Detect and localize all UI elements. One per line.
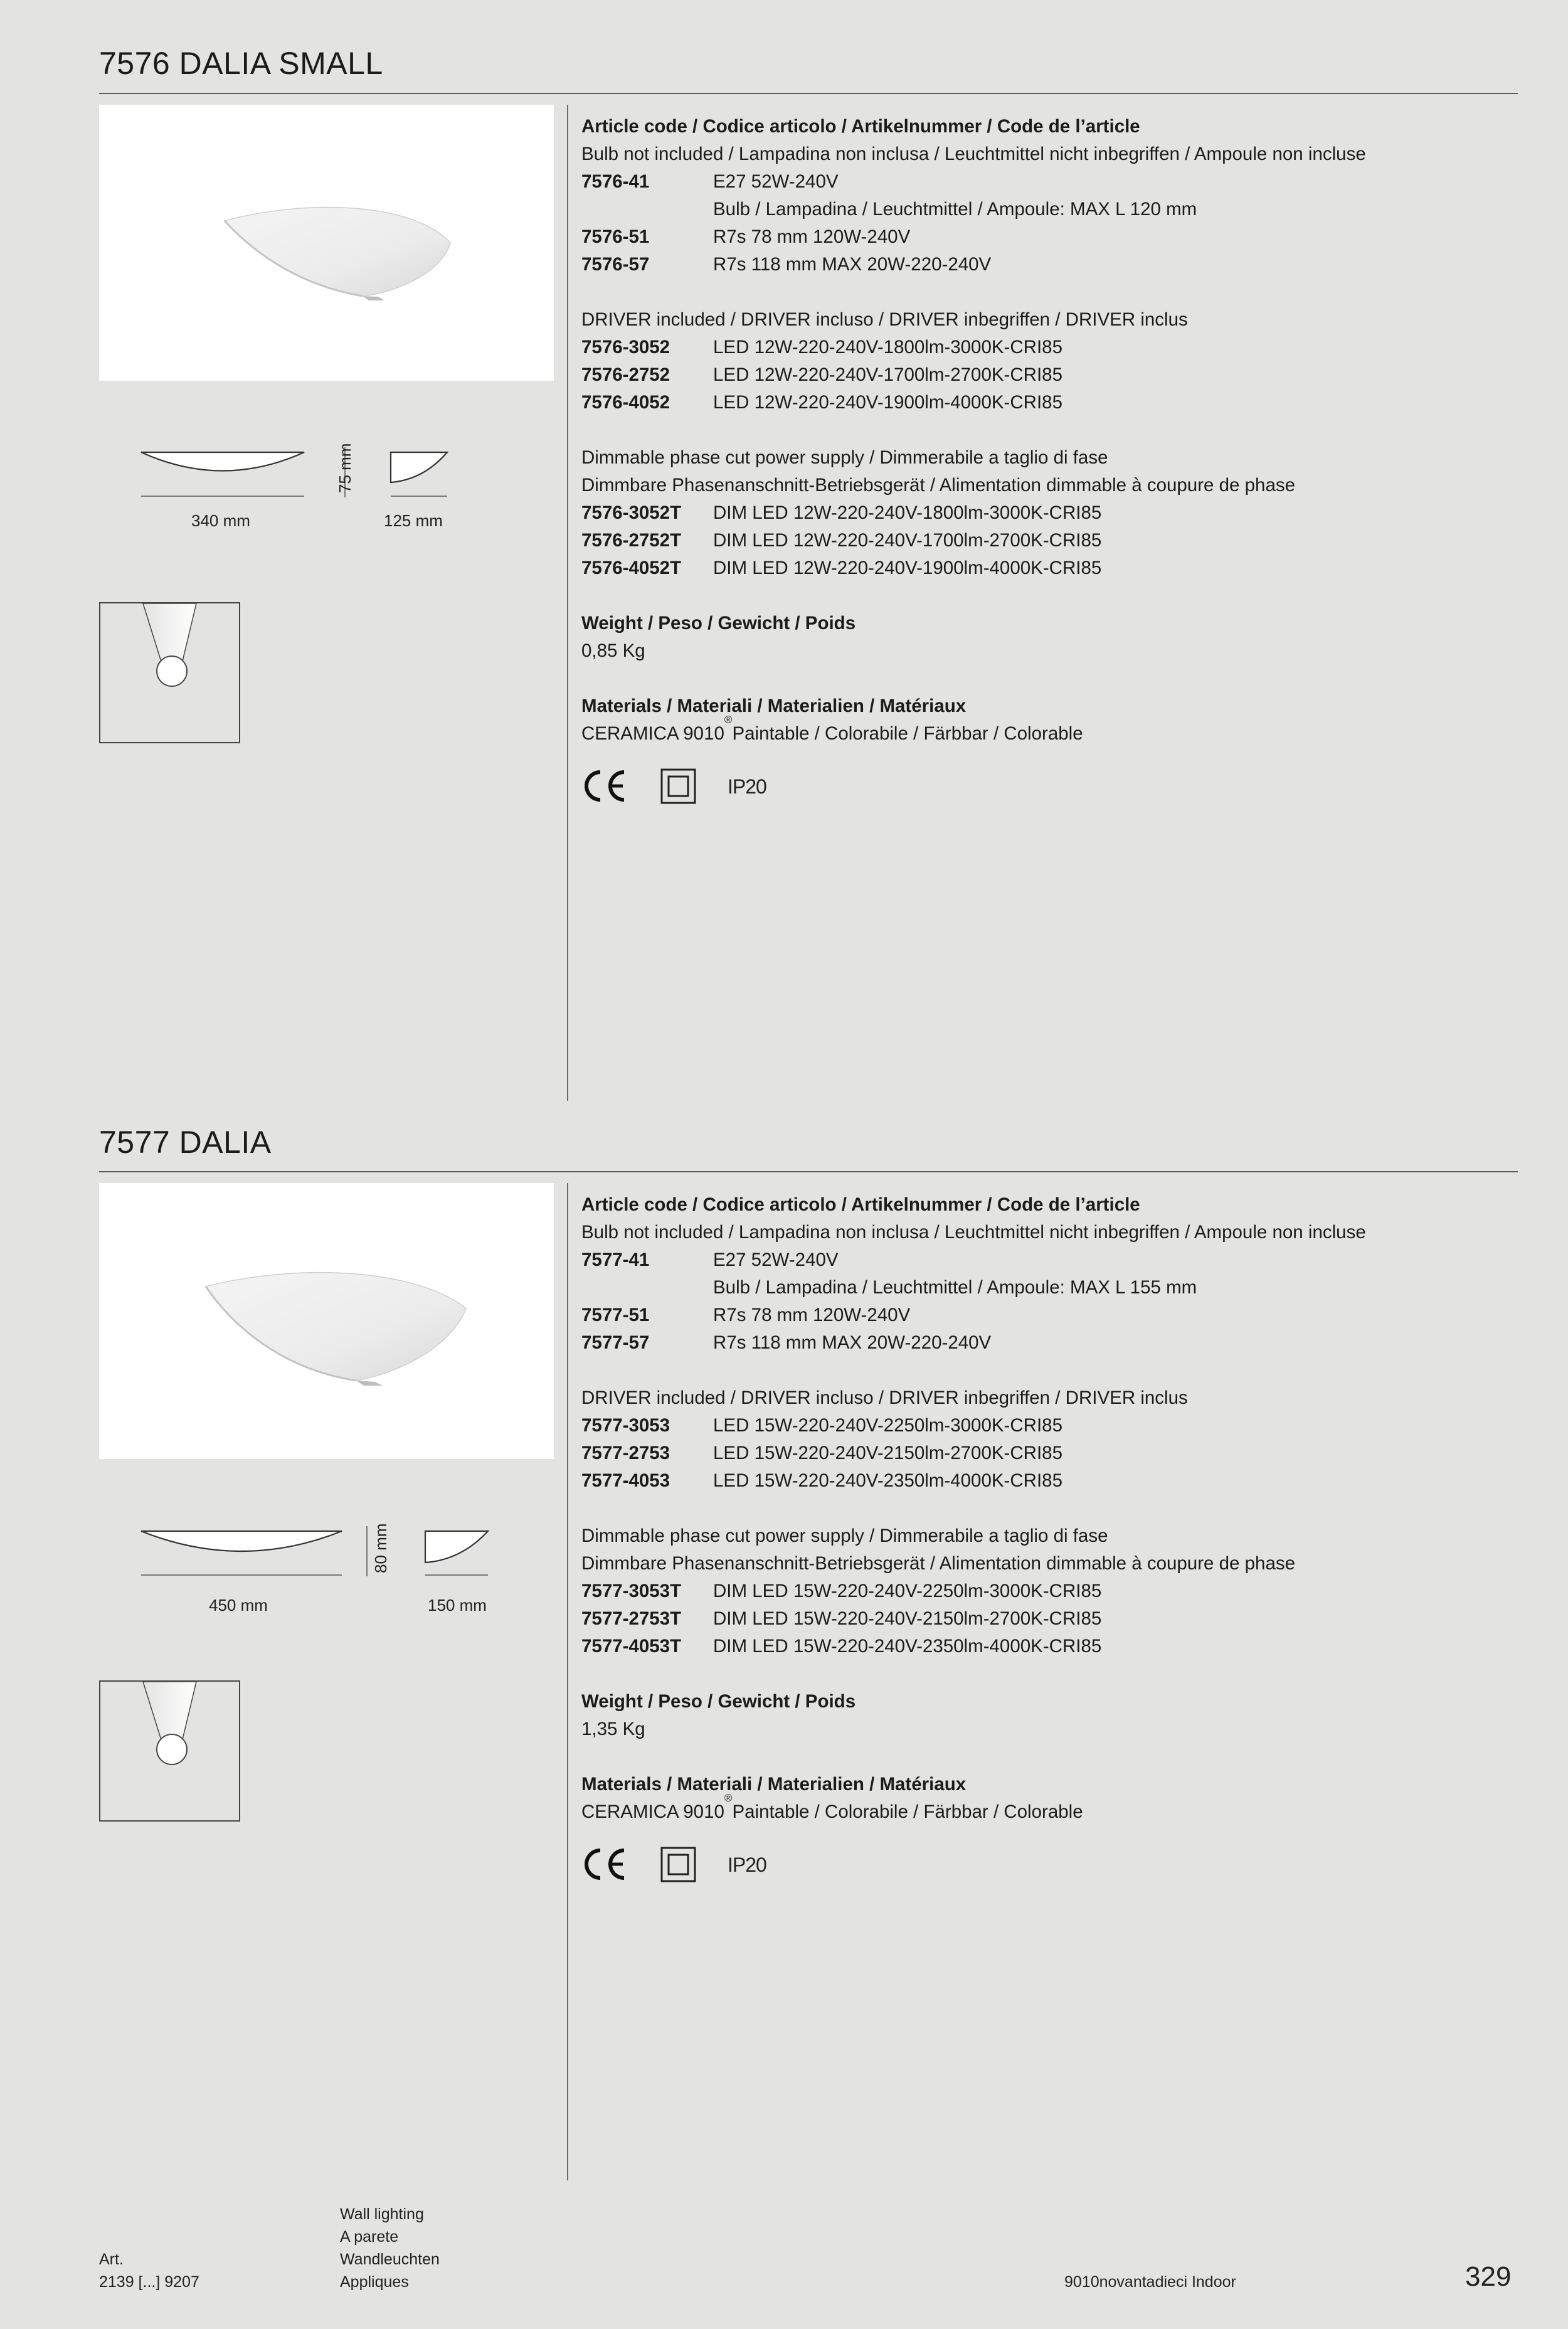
product-title: 7576 DALIA SMALL — [99, 46, 383, 81]
materials-finish: Paintable / Colorabile / Färbbar / Colorable — [732, 723, 1083, 744]
article-desc: DIM LED 12W-220-240V-1700lm-2700K-CRI85 — [713, 530, 1102, 551]
depth-dimension-label: 125 mm — [384, 511, 443, 530]
dimmable-heading-2: Dimmbare Phasenanschnitt-Betriebsgerät / Alimentation dimmable à coupure de phase — [581, 475, 1296, 496]
article-code: 7576-3052 — [581, 337, 670, 358]
title-divider — [99, 1171, 1518, 1172]
table-row — [581, 1302, 1366, 1329]
table-row — [581, 334, 1366, 361]
weight-value: 0,85 Kg — [581, 640, 645, 661]
table-row — [581, 1412, 1366, 1440]
footer-category — [340, 2203, 440, 2293]
footer-brand: 9010novantadieci Indoor — [1064, 2273, 1236, 2291]
footer-art — [99, 2248, 199, 2293]
table-row — [581, 1633, 1366, 1660]
product-title: 7577 DALIA — [99, 1125, 272, 1160]
article-code: 7576-2752T — [581, 530, 682, 551]
spec-block — [581, 113, 1366, 748]
article-desc: R7s 78 mm 120W-240V — [713, 1305, 911, 1325]
dimmable-heading: Dimmable phase cut power supply / Dimmerabile a taglio di fase — [581, 1525, 1108, 1546]
driver-heading: DRIVER included / DRIVER incluso / DRIVER inbegriffen / DRIVER inclus — [581, 1387, 1188, 1408]
table-row — [581, 1274, 1366, 1302]
footer-art-range: 2139 [...] 9207 — [99, 2273, 199, 2291]
table-row — [581, 1578, 1366, 1605]
height-dimension-label: 80 mm — [371, 1523, 390, 1573]
article-code: 7577-2753T — [581, 1608, 682, 1629]
article-desc: E27 52W-240V — [713, 171, 839, 192]
footer-category-line: Appliques — [340, 2273, 409, 2291]
article-code: 7577-3053 — [581, 1415, 670, 1436]
materials-finish: Paintable / Colorabile / Färbbar / Colorable — [732, 1801, 1083, 1822]
footer-category-line: Wandleuchten — [340, 2251, 440, 2268]
article-code: 7577-4053T — [581, 1636, 682, 1657]
wall-mount-diagram-icon — [99, 602, 240, 743]
materials-name: CERAMICA 9010 — [581, 723, 724, 744]
spec-block — [581, 1191, 1366, 1826]
width-dimension-label: 340 mm — [191, 511, 250, 530]
product-photo — [99, 105, 554, 381]
article-desc: LED 12W-220-240V-1700lm-2700K-CRI85 — [713, 364, 1062, 385]
article-code — [581, 196, 713, 223]
front-view-drawing — [135, 1521, 351, 1578]
weight-heading: Weight / Peso / Gewicht / Poids — [581, 1691, 856, 1712]
table-row — [581, 223, 1366, 251]
article-code: 7577-51 — [581, 1305, 650, 1325]
lamp-photo-illustration — [99, 105, 554, 381]
column-divider — [567, 1183, 568, 2180]
article-code: 7576-4052 — [581, 392, 670, 413]
wall-mount-diagram-icon — [99, 1680, 240, 1822]
article-desc: DIM LED 12W-220-240V-1900lm-4000K-CRI85 — [713, 558, 1102, 578]
article-desc: DIM LED 12W-220-240V-1800lm-3000K-CRI85 — [713, 502, 1102, 523]
weight-value: 1,35 Kg — [581, 1719, 645, 1739]
article-desc: LED 15W-220-240V-2250lm-3000K-CRI85 — [713, 1415, 1062, 1436]
front-view-drawing — [135, 442, 323, 499]
materials-heading: Materials / Materiali / Materialien / Matériaux — [581, 696, 967, 716]
article-desc: DIM LED 15W-220-240V-2150lm-2700K-CRI85 — [713, 1608, 1102, 1629]
table-row — [581, 1246, 1366, 1274]
article-desc: DIM LED 15W-220-240V-2350lm-4000K-CRI85 — [713, 1636, 1102, 1657]
registered-mark: ® — [724, 714, 733, 726]
bulb-note: Bulb not included / Lampadina non inclusa / Leuchtmittel nicht inbegriffen / Ampoule non incluse — [581, 144, 1366, 164]
product-photo — [99, 1183, 554, 1459]
table-row — [581, 1467, 1366, 1495]
materials-name: CERAMICA 9010 — [581, 1801, 724, 1822]
table-row — [581, 554, 1366, 582]
article-code: 7577-41 — [581, 1249, 650, 1270]
registered-mark: ® — [724, 1792, 733, 1804]
lamp-photo-illustration — [99, 1183, 554, 1459]
article-code: 7577-4053 — [581, 1470, 670, 1491]
table-row — [581, 251, 1366, 279]
footer-art-label: Art. — [99, 2251, 124, 2268]
dimmable-heading: Dimmable phase cut power supply / Dimmerabile a taglio di fase — [581, 447, 1108, 468]
article-code: 7576-41 — [581, 171, 650, 192]
article-heading: Article code / Codice articolo / Artikelnummer / Code de l’article — [581, 116, 1140, 137]
article-desc: R7s 78 mm 120W-240V — [713, 226, 911, 247]
height-dimension-label: 75 mm — [336, 443, 354, 493]
article-desc: LED 12W-220-240V-1800lm-3000K-CRI85 — [713, 337, 1062, 358]
class-ii-insulation-icon — [660, 1847, 696, 1882]
table-row — [581, 196, 1366, 223]
table-row — [581, 168, 1366, 196]
article-heading: Article code / Codice articolo / Artikelnummer / Code de l’article — [581, 1194, 1140, 1215]
article-code: 7576-3052T — [581, 502, 682, 523]
ce-mark-icon — [580, 1845, 629, 1883]
article-code: 7576-57 — [581, 254, 650, 275]
ce-mark-icon — [580, 767, 629, 805]
table-row — [581, 499, 1366, 527]
column-divider — [567, 105, 568, 1101]
bulb-note: Bulb not included / Lampadina non inclusa / Leuchtmittel nicht inbegriffen / Ampoule non incluse — [581, 1222, 1366, 1243]
article-desc: Bulb / Lampadina / Leuchtmittel / Ampoule: MAX L 155 mm — [713, 1277, 1197, 1298]
page-number: 329 — [1465, 2261, 1512, 2292]
dimmable-heading-2: Dimmbare Phasenanschnitt-Betriebsgerät / Alimentation dimmable à coupure de phase — [581, 1553, 1296, 1574]
table-row — [581, 1329, 1366, 1357]
footer-category-line: Wall lighting — [340, 2205, 424, 2223]
article-code: 7577-2753 — [581, 1443, 670, 1463]
table-row — [581, 1440, 1366, 1467]
depth-dimension-label: 150 mm — [428, 1596, 487, 1615]
materials-value — [581, 714, 1366, 748]
class-ii-insulation-icon — [660, 768, 696, 804]
table-row — [581, 389, 1366, 416]
article-code: 7576-2752 — [581, 364, 670, 385]
article-desc: LED 15W-220-240V-2350lm-4000K-CRI85 — [713, 1470, 1062, 1491]
table-row — [581, 1605, 1366, 1633]
ip-rating: IP20 — [728, 775, 766, 798]
weight-heading: Weight / Peso / Gewicht / Poids — [581, 613, 856, 634]
footer-category-line: A parete — [340, 2228, 399, 2246]
article-code: 7577-3053T — [581, 1581, 682, 1601]
materials-value — [581, 1792, 1366, 1826]
article-code: 7576-51 — [581, 226, 650, 247]
article-desc: R7s 118 mm MAX 20W-220-240V — [713, 254, 992, 275]
table-row — [581, 527, 1366, 554]
article-code: 7577-57 — [581, 1332, 650, 1353]
driver-heading: DRIVER included / DRIVER incluso / DRIVER inbegriffen / DRIVER inclus — [581, 309, 1188, 330]
side-view-drawing — [420, 1521, 495, 1578]
article-desc: E27 52W-240V — [713, 1249, 839, 1270]
materials-heading: Materials / Materiali / Materialien / Matériaux — [581, 1774, 967, 1795]
article-desc: LED 15W-220-240V-2150lm-2700K-CRI85 — [713, 1443, 1062, 1463]
title-divider — [99, 93, 1518, 94]
article-code — [581, 1274, 713, 1302]
article-desc: DIM LED 15W-220-240V-2250lm-3000K-CRI85 — [713, 1581, 1102, 1601]
article-desc: R7s 118 mm MAX 20W-220-240V — [713, 1332, 992, 1353]
article-desc: Bulb / Lampadina / Leuchtmittel / Ampoule: MAX L 120 mm — [713, 199, 1197, 220]
table-row — [581, 361, 1366, 389]
width-dimension-label: 450 mm — [209, 1596, 268, 1615]
ip-rating: IP20 — [728, 1854, 766, 1876]
article-code: 7576-4052T — [581, 558, 682, 578]
side-view-drawing — [386, 442, 461, 499]
article-desc: LED 12W-220-240V-1900lm-4000K-CRI85 — [713, 392, 1062, 413]
